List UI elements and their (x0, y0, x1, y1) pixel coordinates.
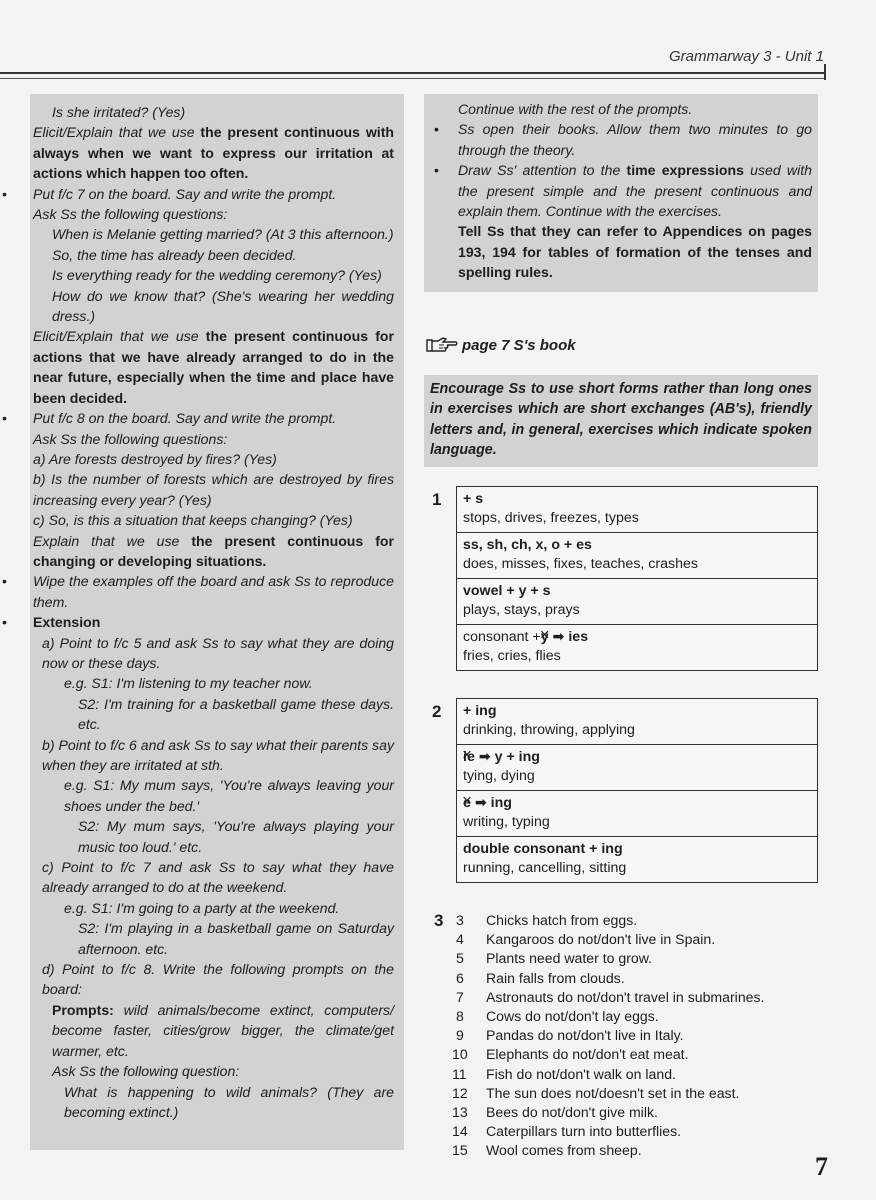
table-row (457, 791, 818, 837)
extension-item: d) Point to f/c 8. Write the following prompts on the board: (42, 961, 394, 998)
answer-text: Plants need water to grow. (486, 950, 653, 967)
table-cell (457, 699, 818, 745)
table-row (457, 745, 818, 791)
example-line: e.g. S1: I'm going to a party at the weekend. (64, 899, 340, 916)
question-line: c) So, is this a situation that keeps changing? (Yes) (33, 512, 353, 529)
list-item (452, 949, 822, 968)
item-number: 3 (456, 912, 464, 928)
spelling-rule: ie × ➡ y + ing (463, 748, 811, 767)
note-line: So, the time has already been decided. (52, 246, 297, 263)
table-row (457, 579, 818, 625)
table-cell (457, 791, 818, 837)
item-number: 14 (452, 1123, 468, 1140)
list-item (452, 1065, 822, 1084)
answer-text: Fish do not/don't walk on land. (486, 1065, 676, 1082)
item-number: 12 (452, 1084, 468, 1101)
bullet-item: • Put f/c 7 on the board. Say and write the prompt. (30, 184, 394, 204)
encourage-note-box: Encourage Ss to use short forms rather than long ones in exercises which are short exchanges (AB's), friendly letters and, in general, exercises which indicate spoken language. (424, 375, 818, 467)
example-words: running, cancelling, sitting (463, 860, 627, 876)
answer-text: Rain falls from clouds. (486, 969, 625, 986)
example-line: e.g. S1: I'm listening to my teacher now. (64, 675, 313, 692)
list-item (452, 1026, 822, 1045)
answer-text: Chicks hatch from eggs. (486, 912, 638, 928)
item-number: 13 (452, 1104, 468, 1121)
question-line: When is Melanie getting married? (At 3 this afternoon.) (52, 226, 394, 243)
spelling-table-ing (456, 698, 818, 883)
answer-text: Pandas do not/don't live in Italy. (486, 1027, 684, 1044)
table-cell (457, 533, 818, 579)
note-line: Elicit/Explain that we use the present continuous with always when we want to express our irritation at actions which happen too often. (33, 124, 394, 182)
table-cell (457, 579, 818, 625)
example-words: does, misses, fixes, teaches, crashes (463, 556, 698, 572)
list-item (452, 1007, 822, 1026)
spelling-rule: + s (463, 491, 484, 507)
header-rule-end (824, 64, 826, 80)
extension-item: b) Point to f/c 6 and ask Ss to say what their parents say when they are irritated at sth. (42, 736, 394, 773)
note-line: Explain that we use the present continuous for changing or developing situations. (33, 532, 394, 569)
crossed-letter: e × (463, 794, 471, 813)
list-item (452, 1084, 822, 1103)
list-item (452, 930, 822, 949)
page-number: 7 (815, 1152, 828, 1181)
answer-text: The sun does not/doesn't set in the east. (486, 1084, 740, 1101)
bullet-item: • Draw Ss' attention to the time expressions used with the present simple and the present continuous and explain them. Continue with the exercises. (458, 160, 812, 221)
item-number: 5 (456, 950, 464, 967)
example-words: stops, drives, freezes, types (463, 510, 639, 526)
table-cell (457, 487, 818, 533)
answer-text: Caterpillars turn into butterflies. (486, 1123, 682, 1140)
list-item (452, 911, 822, 930)
exercise-number: 1 (432, 490, 442, 509)
extension-item: a) Point to f/c 5 and ask Ss to say what they are doing now or these days. (42, 634, 394, 671)
table-row (457, 487, 818, 533)
answer-text: Wool comes from sheep. (486, 1142, 642, 1159)
answer-list (452, 911, 822, 1161)
list-item (452, 969, 822, 988)
question-line: a) Are forests destroyed by fires? (Yes) (33, 450, 277, 467)
item-number: 11 (452, 1065, 467, 1082)
example-words: drinking, throwing, applying (463, 722, 635, 738)
bullet-item: • Put f/c 8 on the board. Say and write the prompt. (30, 408, 394, 428)
note-line: Elicit/Explain that we use the present continuous for actions that we have already arranged to do in the near future, especially when the time and place have been decided. (33, 328, 395, 406)
running-header: Grammarway 3 - Unit 1 (668, 48, 824, 65)
page-reference-text: page 7 S's book (462, 336, 576, 354)
extension-heading: • Extension (30, 612, 394, 632)
question-line: b) Is the number of forests which are destroyed by fires increasing every year? (Yes) (33, 471, 394, 508)
exercise-number: 3 (434, 911, 444, 930)
list-item (452, 1122, 822, 1141)
bullet-item: • Wipe the examples off the board and ask Ss to reproduce them. (30, 571, 394, 612)
teacher-notes-column (30, 94, 404, 1150)
spelling-rule: double consonant + ing (463, 841, 623, 857)
example-line: e.g. S1: My mum says, 'You're always leaving your shoes under the bed.' (64, 777, 394, 814)
item-number: 7 (456, 988, 464, 1005)
example-words: tying, dying (463, 768, 535, 784)
table-cell (457, 837, 818, 883)
answer-text: Kangaroos do not/don't live in Spain. (486, 931, 716, 948)
note-line: Ask Ss the following questions: (33, 206, 228, 223)
note-line: Is she irritated? (Yes) (52, 104, 186, 120)
note-line: Ask Ss the following question: (52, 1063, 240, 1080)
item-number: 6 (456, 969, 464, 986)
spelling-rule: ss, sh, ch, x, o + es (463, 537, 592, 553)
answer-text: Elephants do not/don't eat meat. (486, 1046, 689, 1063)
exercise-number: 2 (432, 702, 442, 721)
answer-text: Astronauts do not/don't travel in submarines. (486, 988, 765, 1005)
spelling-rule: vowel + y + s (463, 583, 551, 599)
spelling-rule: + ing (463, 703, 497, 719)
prompts-line: Prompts: wild animals/become extinct, computers/ become faster, cities/grow bigger, the climate/get warmer, etc. (52, 1001, 394, 1059)
appendix-note: Tell Ss that they can refer to Appendices on pages 193, 194 for tables of formation of the tenses and spelling rules. (458, 223, 812, 281)
table-cell (457, 625, 818, 671)
header-rule-thin (0, 78, 826, 79)
table-row (457, 837, 818, 883)
spelling-table-s (456, 486, 818, 671)
crossed-letter: y × (541, 628, 549, 647)
spelling-rule: consonant +y × ➡ ies (463, 628, 811, 647)
example-line: S2: My mum says, 'You're always playing your music too loud.' etc. (78, 818, 394, 855)
table-row (457, 533, 818, 579)
answer-text: Cows do not/don't lay eggs. (486, 1008, 659, 1025)
list-item (452, 1103, 822, 1122)
question-line: How do we know that? (She's wearing her wedding dress.) (52, 287, 394, 325)
example-line: S2: I'm training for a basketball game these days. etc. (78, 695, 394, 733)
answer-text: Bees do not/don't give milk. (486, 1104, 658, 1121)
pointing-hand-icon (426, 336, 458, 354)
page-reference (426, 336, 576, 354)
list-item (452, 988, 822, 1007)
example-words: writing, typing (463, 814, 550, 830)
item-number: 8 (456, 1008, 464, 1025)
item-number: 10 (452, 1046, 468, 1063)
crossed-letter: ie × (463, 748, 475, 767)
table-row (457, 699, 818, 745)
spelling-rule: e × ➡ ing (463, 794, 811, 813)
note-line: Ask Ss the following questions: (33, 430, 228, 447)
teacher-notes-box (424, 94, 818, 292)
list-item (452, 1045, 822, 1064)
note-line: Continue with the rest of the prompts. (458, 101, 693, 117)
table-row (457, 625, 818, 671)
list-item (452, 1141, 822, 1160)
table-cell (457, 745, 818, 791)
header-rule (0, 72, 826, 74)
extension-item: c) Point to f/c 7 and ask Ss to say what they have already arranged to do at the weekend. (42, 859, 394, 896)
item-number: 9 (456, 1027, 464, 1044)
question-line: Is everything ready for the wedding ceremony? (Yes) (52, 267, 382, 284)
item-number: 4 (456, 931, 464, 948)
question-line: What is happening to wild animals? (They are becoming extinct.) (64, 1083, 394, 1120)
item-number: 15 (452, 1142, 468, 1159)
example-words: fries, cries, flies (463, 648, 561, 664)
example-line: S2: I'm playing in a basketball game on Saturday afternoon. etc. (78, 920, 394, 957)
example-words: plays, stays, prays (463, 602, 580, 618)
bullet-item: • Ss open their books. Allow them two minutes to go through the theory. (458, 119, 812, 160)
